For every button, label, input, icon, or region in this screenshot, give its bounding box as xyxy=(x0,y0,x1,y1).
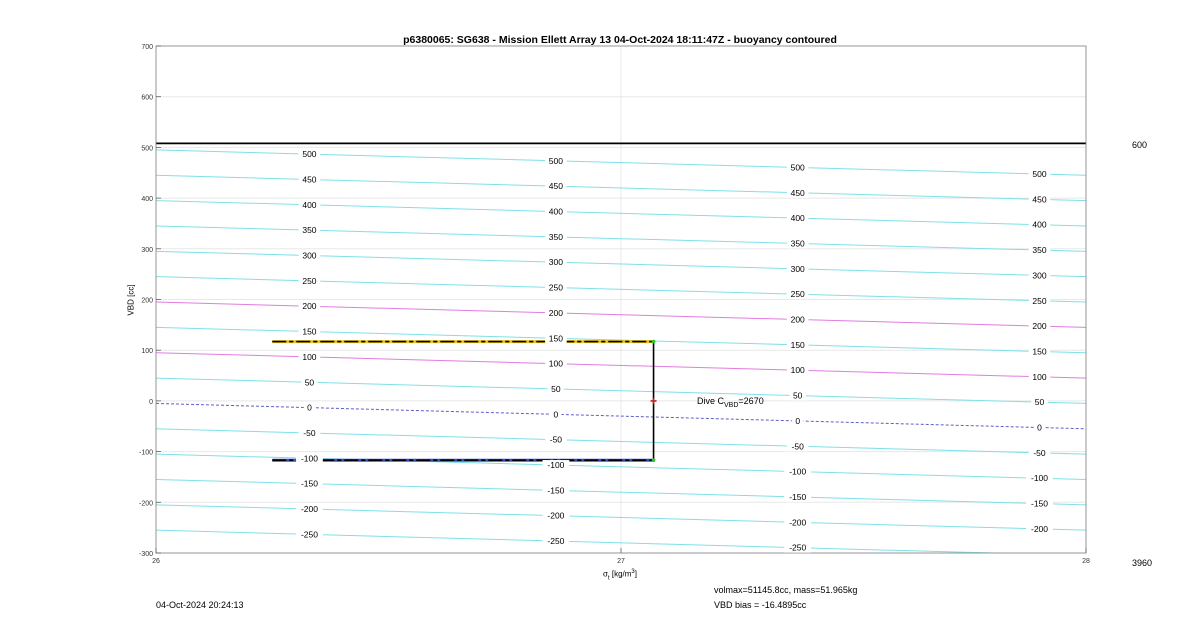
x-axis-label-unit-exponent: 3 xyxy=(631,569,635,575)
contour-label: 500 xyxy=(790,162,805,173)
contour-label: 50 xyxy=(304,377,315,388)
contour-label: -200 xyxy=(300,504,318,515)
dive-cvbd-marker xyxy=(651,398,657,404)
contour-label: 200 xyxy=(302,301,317,312)
contour-label: -200 xyxy=(1030,523,1049,534)
dive-cvbd-label-main: Dive C xyxy=(697,396,725,406)
contour-label: 150 xyxy=(302,326,317,337)
y-tick-label: 0 xyxy=(149,398,153,406)
contour-label: -200 xyxy=(789,517,807,528)
contour-label: 200 xyxy=(790,314,805,325)
contour-label: 0 xyxy=(1037,422,1042,433)
y-tick-label: 700 xyxy=(141,44,153,51)
contour-label: 300 xyxy=(790,263,805,274)
contour-label: 500 xyxy=(302,149,317,160)
contour-label: 500 xyxy=(548,155,563,166)
footer-vbd-bias: VBD bias = -16.4895cc xyxy=(714,600,807,610)
y-tick-label: 600 xyxy=(141,94,153,102)
contour-label: -150 xyxy=(1030,498,1049,509)
y-tick-label: 100 xyxy=(141,348,153,356)
chart-title: p6380065: SG638 - Mission Ellett Array 13 04-Oct-2024 18:11:47Z - buoyancy contoured xyxy=(403,34,837,46)
contour-label: -50 xyxy=(549,434,563,445)
contour-label: 500 xyxy=(1032,169,1047,180)
contour-label: 350 xyxy=(790,238,805,249)
dive-top-corner-marker xyxy=(652,340,656,344)
contour-label: 400 xyxy=(302,199,317,210)
contour-label: -50 xyxy=(791,441,804,452)
contour-label: 150 xyxy=(548,333,563,344)
contour-label: 400 xyxy=(548,206,563,217)
contour-label: 200 xyxy=(1032,321,1047,332)
contour-label: 50 xyxy=(1034,397,1045,408)
tick-layer xyxy=(139,44,1090,565)
bottom-right-label: 3960 xyxy=(1132,558,1153,568)
y-tick-label: 500 xyxy=(141,145,153,153)
contour-label: -50 xyxy=(1033,447,1046,458)
x-tick-label: 28 xyxy=(1082,558,1090,565)
contour-label: 250 xyxy=(302,275,317,286)
contour-label: 200 xyxy=(548,307,563,318)
contour-label: -250 xyxy=(547,536,565,547)
contour-label: 450 xyxy=(790,187,805,198)
contour-label: 300 xyxy=(302,250,317,261)
y-tick-label: -200 xyxy=(138,500,153,508)
contour-label: 50 xyxy=(551,383,561,394)
contour-label-layer xyxy=(296,149,1053,553)
contour-label: 0 xyxy=(553,409,559,420)
contour-label: 350 xyxy=(302,225,317,236)
y-tick-label: 300 xyxy=(141,246,153,254)
contour-label: -50 xyxy=(303,427,316,438)
contour-label: 100 xyxy=(548,358,563,369)
contour-label: 450 xyxy=(1032,194,1047,205)
dive-cvbd-label-value: =2670 xyxy=(738,396,764,406)
contour-label: 0 xyxy=(795,415,801,426)
y-tick-label: 400 xyxy=(141,196,153,204)
x-axis-label-unit: [kg/m xyxy=(609,569,632,579)
y-tick-label: -100 xyxy=(138,449,153,457)
x-axis-label-subscript: t xyxy=(607,575,610,582)
contour-label: -100 xyxy=(1030,473,1049,484)
x-axis-label-unit-close: ] xyxy=(634,569,637,579)
contour-label: 250 xyxy=(1032,295,1047,306)
contour-label: -100 xyxy=(547,460,565,471)
y-tick-label: -300 xyxy=(138,551,153,558)
contour-label: -200 xyxy=(547,510,565,521)
contour-label: 300 xyxy=(548,257,563,268)
contour-label: 250 xyxy=(548,282,563,293)
dive-cvbd-label-subscript: VBD xyxy=(724,401,739,409)
contour-label: 150 xyxy=(1032,346,1047,357)
y-tick-label: 200 xyxy=(141,297,153,305)
contour-label: -250 xyxy=(789,542,807,553)
contour-label: -100 xyxy=(300,453,318,464)
dive-bottom-corner-marker xyxy=(652,458,656,462)
footer-timestamp: 04-Oct-2024 20:24:13 xyxy=(156,600,244,610)
max-vbd-label: 600 xyxy=(1132,140,1148,150)
contour-label: 100 xyxy=(790,365,805,376)
contour-label: 250 xyxy=(790,289,805,300)
contour-label: 150 xyxy=(790,339,805,350)
contour-label: 400 xyxy=(790,213,805,224)
contour-label: 300 xyxy=(1032,270,1047,281)
contour-label: -150 xyxy=(789,491,807,502)
contour-label: -100 xyxy=(789,466,807,477)
contour-label: 450 xyxy=(302,174,317,185)
contour-label: 0 xyxy=(307,402,312,413)
contour-label: -150 xyxy=(300,478,318,489)
grid-layer xyxy=(156,46,1086,553)
contour-label: 400 xyxy=(1032,219,1047,230)
contour-label: 100 xyxy=(1032,371,1047,382)
contour-label: 50 xyxy=(792,390,803,401)
contour-label: -150 xyxy=(547,485,565,496)
y-axis-label: VBD [cc] xyxy=(126,284,136,316)
x-axis-label xyxy=(603,569,637,581)
dive-cvbd-label xyxy=(697,396,764,409)
contour-label: 350 xyxy=(1032,245,1047,256)
x-tick-label: 27 xyxy=(617,558,625,565)
contour-label: 100 xyxy=(302,351,317,362)
x-tick-label: 26 xyxy=(152,558,160,565)
x-axis-label-symbol: σ xyxy=(603,569,608,579)
contour-label: 450 xyxy=(548,181,563,192)
footer-volmax: volmax=51145.8cc, mass=51.965kg xyxy=(714,585,858,595)
contour-label: -250 xyxy=(300,529,318,540)
contour-label: 350 xyxy=(548,231,563,242)
